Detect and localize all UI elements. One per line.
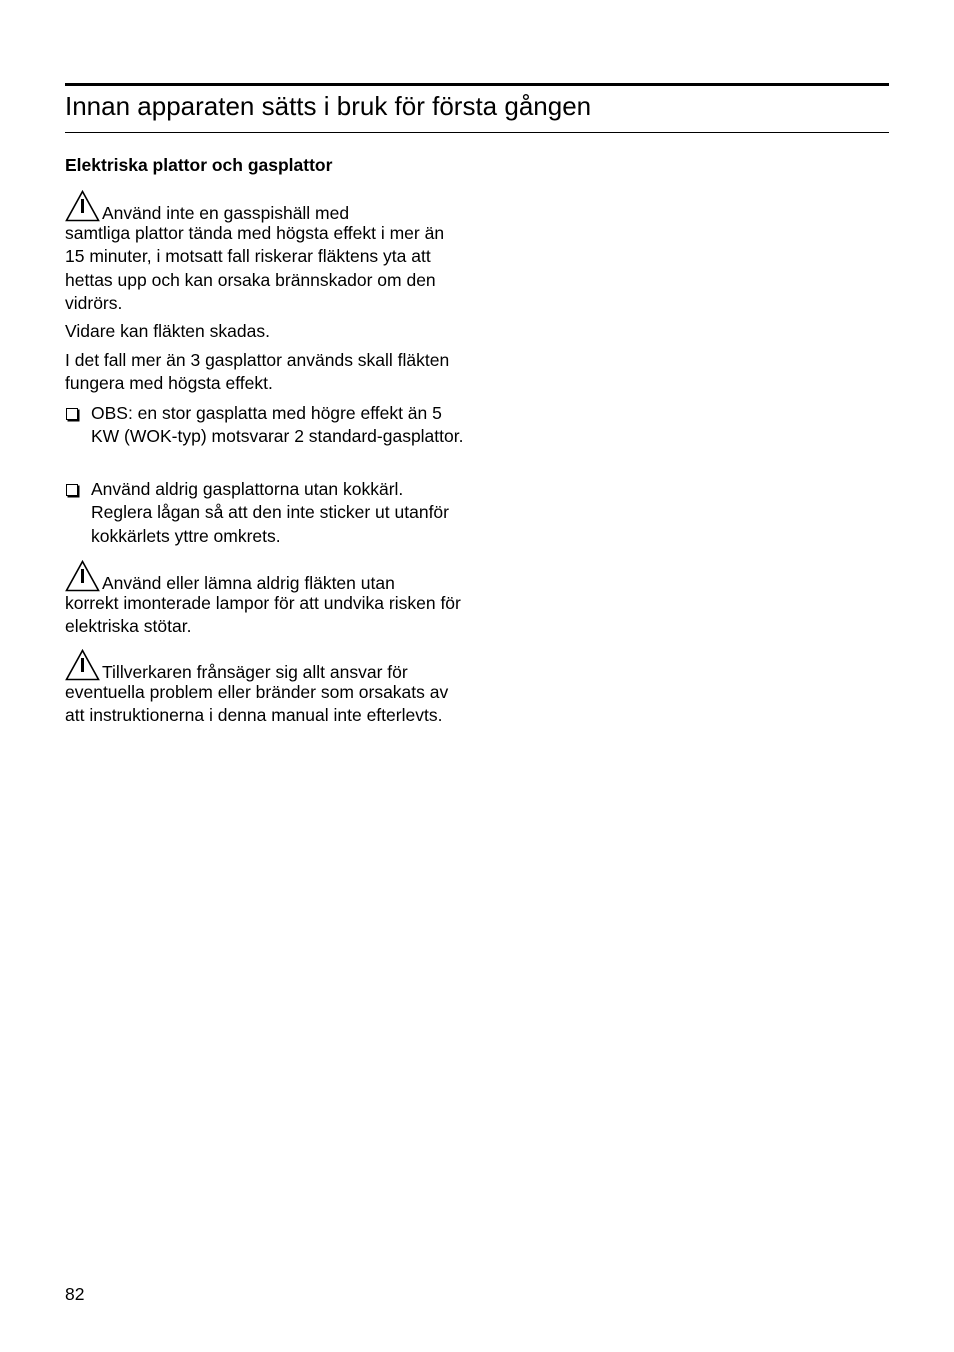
header-bottom-rule xyxy=(65,132,889,133)
header-top-rule xyxy=(65,83,889,86)
warning-triangle-icon xyxy=(65,190,100,222)
warning-block-1 xyxy=(65,190,465,316)
warning-block-2 xyxy=(65,560,465,639)
warning-3-first-line: Tillverkaren frånsäger sig allt ansvar för xyxy=(102,662,408,682)
warning-triangle-icon xyxy=(65,560,100,592)
warning-block-3 xyxy=(65,649,465,728)
list-item-text: OBS: en stor gasplatta med högre effekt än 5 KW (WOK-typ) motsvarar 2 standard-gasplattor. xyxy=(91,403,464,447)
list-item-text: Använd aldrig gasplattorna utan kokkärl. Reglera lågan så att den inte sticker ut utanför kokkärlets yttre omkrets. xyxy=(91,479,449,546)
checkbox-bullet-icon xyxy=(66,484,78,496)
warning-1-text: samtliga plattor tända med högsta effekt i mer än 15 minuter, i motsatt fall riskerar fläktens yta att hettas upp och kan orsaka brännskador om den vidrörs. xyxy=(65,223,445,314)
list-item xyxy=(65,478,465,548)
checkbox-bullet-icon xyxy=(66,408,78,420)
warning-triangle-icon xyxy=(65,649,100,681)
section-heading: Elektriska plattor och gasplattor xyxy=(65,155,333,175)
warning-3-text: eventuella problem eller bränder som orsakats av att instruktionerna i denna manual inte efterlevts. xyxy=(65,682,449,726)
page-number: 82 xyxy=(65,1284,85,1304)
list-item xyxy=(65,402,465,449)
warning-1-first-line: Använd inte en gasspishäll med xyxy=(102,203,350,223)
paragraph-1: Vidare kan fläkten skadas. xyxy=(65,321,270,341)
paragraph-2: I det fall mer än 3 gasplattor används skall fläkten fungera med högsta effekt. xyxy=(65,350,450,394)
warning-2-text: korrekt imonterade lampor för att undvika risken för elektriska stötar. xyxy=(65,593,461,637)
warning-2-first-line: Använd eller lämna aldrig fläkten utan xyxy=(102,573,395,593)
page-title: Innan apparaten sätts i bruk för första gången xyxy=(65,91,592,121)
